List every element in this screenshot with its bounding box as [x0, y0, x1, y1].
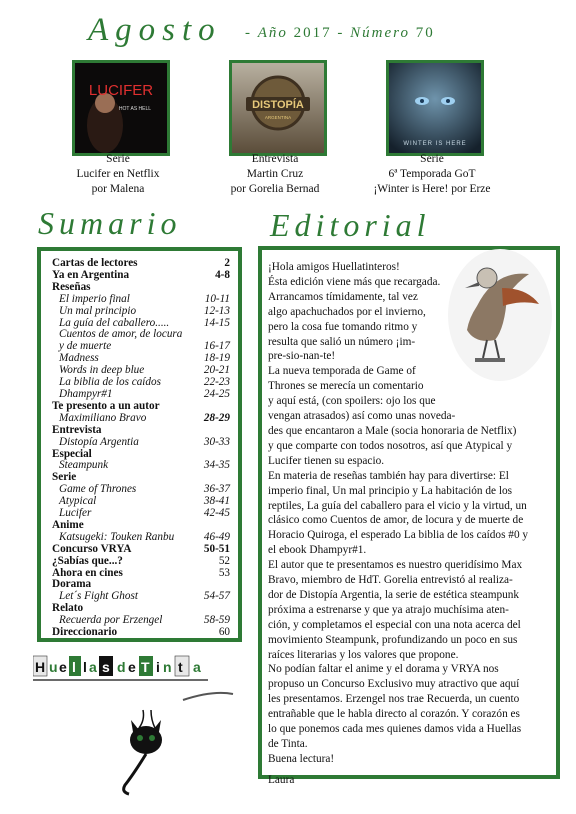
- winter-cover-image[interactable]: [386, 60, 484, 156]
- editorial-line: des que encantaron a Male (socia honoraria de Netflix): [268, 424, 517, 437]
- toc-item-page: 58-59: [203, 614, 230, 627]
- editorial-text: [268, 260, 552, 788]
- toc-item-label: Game of Thrones: [59, 483, 137, 496]
- toc-item-label: Maximiliano Bravo: [59, 411, 147, 424]
- toc-item[interactable]: [52, 544, 230, 556]
- toc-item-page: 24-25: [203, 387, 230, 400]
- toc-item-label: Entrevista: [52, 423, 102, 436]
- toc-item-page: 22-23: [203, 376, 230, 389]
- toc-item[interactable]: [52, 401, 230, 413]
- huellas-de-tinta-logo: [33, 650, 238, 800]
- toc-item[interactable]: [52, 437, 230, 449]
- editorial-line: raíces literarias y los valores que propone.: [268, 648, 459, 661]
- editorial-line: clásico como Cuentos de amor, de locura y de muerte de: [268, 514, 524, 527]
- toc-item-page: 34-35: [203, 459, 230, 472]
- toc-item-label: y de muerte: [59, 340, 112, 353]
- toc-item-label: Ahora en cines: [52, 566, 123, 579]
- lucifer-cover-sub: HOT AS HELL: [118, 106, 152, 112]
- editorial-line: vengan atrasados) así como unas noveda-: [268, 410, 456, 423]
- toc-item-page: 20-21: [203, 364, 230, 377]
- svg-text:t: t: [178, 659, 183, 675]
- editorial-line: Lucifer tienen su espacio.: [268, 454, 385, 467]
- toc-item-label: Let´s Fight Ghost: [59, 590, 138, 603]
- toc-item[interactable]: [52, 556, 230, 568]
- toc-item[interactable]: [52, 425, 230, 437]
- editorial-line: entrañable que le habla directo al corazón. Y corazón es: [268, 708, 520, 721]
- editorial-line: Thrones se merecía un comentario: [268, 380, 424, 393]
- editorial-line: y aquí está, (con spoilers: ojo los que: [268, 395, 436, 408]
- toc-item-label: Anime: [52, 518, 84, 531]
- editorial-line: dor de Distopía Argentia, la serie de estética steampunk: [268, 588, 520, 601]
- svg-text:e: e: [59, 659, 67, 675]
- toc-item[interactable]: [52, 294, 230, 306]
- toc-item-label: Dorama: [52, 578, 92, 591]
- toc-item-label: Un mal principio: [59, 304, 137, 317]
- svg-text:l: l: [83, 659, 87, 675]
- table-of-contents: [37, 247, 242, 642]
- toc-item-label: Distopía Argentia: [59, 435, 139, 448]
- editorial-line: algo apachuchados por el invierno,: [268, 305, 426, 318]
- editorial-line: ¡Hola amigos Huellatinteros!: [268, 261, 400, 273]
- toc-item-page: 53: [218, 566, 230, 579]
- toc-item-page: 12-13: [203, 304, 230, 317]
- toc-item-label: Reseñas: [52, 280, 91, 293]
- toc-item-page: 60: [218, 626, 230, 639]
- toc-item-label: Especial: [52, 447, 92, 460]
- editorial-line: La nueva temporada de Game of: [268, 365, 416, 378]
- svg-text:H: H: [35, 659, 46, 675]
- editorial-line: Ésta edición viene más que recargada.: [268, 275, 441, 288]
- toc-item[interactable]: [52, 627, 230, 639]
- svg-text:T: T: [141, 659, 150, 675]
- editorial-line: reptiles, La guía del caballero para el vicio y la virtud, un: [268, 499, 527, 512]
- toc-item-label: Relato: [52, 602, 84, 615]
- toc-item-label: Katsugeki: Touken Ranbu: [59, 530, 175, 543]
- toc-item-label: Recuerda por Erzengel: [59, 614, 163, 627]
- issue-number: - Año 2017 - Número 70: [245, 25, 435, 41]
- toc-item-label: Te presento a un autor: [52, 399, 160, 412]
- editorial-line: el ebook Dhampyr#1.: [268, 544, 367, 557]
- toc-item-page: 54-57: [203, 590, 230, 603]
- svg-text:a: a: [89, 659, 97, 675]
- editorial-line: resulta que salió un número ¡im-: [268, 335, 416, 348]
- toc-item-label: El imperio final: [59, 292, 130, 305]
- editorial-line: El autor que te presentamos es nuestro queridísimo Max: [268, 559, 523, 572]
- toc-item[interactable]: [52, 282, 230, 294]
- editorial-line: Arrancamos tímidamente, tal vez: [268, 290, 418, 303]
- editorial-title: Editorial: [270, 207, 431, 243]
- distopia-cover-title: DISTOPÍA: [252, 99, 304, 111]
- toc-item-label: Concurso VRYA: [52, 542, 132, 555]
- toc-item-page: 36-37: [203, 483, 230, 496]
- editorial-line: Buena lectura!: [268, 752, 335, 765]
- editorial-line: ción, y completamos el especial con una nota acerca del: [268, 618, 521, 631]
- distopia-cover-sub: ARGENTINA: [264, 115, 292, 120]
- distopia-cover-image[interactable]: [229, 60, 327, 156]
- toc-item-label: La guía del caballero.....: [59, 316, 170, 329]
- editorial-line: pero la cosa fue tomando ritmo y: [268, 320, 418, 333]
- toc-item-page: 30-33: [203, 435, 230, 448]
- toc-item-page: 2: [224, 257, 230, 269]
- svg-text:n: n: [163, 659, 172, 675]
- editorial-line: En materia de reseñas también hay para divertirse: El: [268, 469, 509, 482]
- toc-item[interactable]: [52, 413, 230, 425]
- svg-text:d: d: [117, 659, 126, 675]
- toc-item[interactable]: [52, 460, 230, 472]
- toc-item-label: Words in deep blue: [59, 364, 145, 377]
- toc-item[interactable]: [52, 306, 230, 318]
- editorial-line: Laura: [268, 773, 295, 786]
- cover-caption-lucifer: Serie Lucifer en Netflix por Malena: [76, 153, 160, 195]
- svg-text:e: e: [128, 659, 136, 675]
- toc-item-page: 52: [218, 554, 230, 567]
- toc-item-label: Cuentos de amor, de locura: [59, 328, 183, 341]
- toc-item-label: ¿Sabías que...?: [52, 554, 123, 567]
- toc-item-page: 28-29: [203, 411, 230, 424]
- toc-item-page: 10-11: [204, 292, 230, 305]
- editorial-line: les presentamos. Erzengel nos trae Recuerda, un cuento: [268, 693, 520, 706]
- toc-item-page: 38-41: [203, 495, 230, 508]
- svg-text:l: l: [72, 659, 76, 675]
- toc-item-page: 42-45: [203, 507, 230, 520]
- toc-item-label: Steampunk: [59, 459, 109, 472]
- toc-item-page: 14-15: [203, 316, 230, 329]
- toc-item[interactable]: [52, 532, 230, 544]
- svg-text:a: a: [193, 659, 201, 675]
- editorial-line: de Tinta.: [268, 738, 308, 750]
- winter-cover-title: WINTER IS HERE: [403, 141, 467, 147]
- issue-month: Agosto: [88, 12, 222, 48]
- toc-item-page: 50-51: [203, 542, 230, 555]
- editorial-line: Bravo, miembro de HdT. Gorelia entrevistó al realiza-: [268, 574, 513, 587]
- toc-item-page: 18-19: [203, 352, 230, 365]
- lucifer-cover-image[interactable]: [72, 60, 170, 156]
- toc-item-label: La biblia de los caídos: [59, 376, 161, 389]
- editorial-line: imperio final, Un mal principio y La habitación de los: [268, 484, 513, 497]
- editorial-line: Horacio Quiroga, el esperado La biblia de los caídos #0 y: [268, 529, 529, 542]
- toc-item-label: Atypical: [59, 495, 97, 508]
- toc-item-label: Cartas de lectores: [52, 257, 138, 269]
- toc-item-label: Dhampyr#1: [59, 387, 113, 400]
- editorial-line: lo que ponemos cada mes quienes damos vida a Huellas: [268, 723, 522, 736]
- editorial-line: No podían faltar el anime y el dorama y VRYA nos: [268, 663, 499, 676]
- editorial-line: y que comparte con todos nosotros, así que Atypical y: [268, 439, 513, 452]
- toc-item-label: Serie: [52, 471, 77, 484]
- editorial-line: movimiento Steampunk, profundizando un poco en sus: [268, 633, 518, 646]
- cover-caption-got: Serie 6ª Temporada GoT ¡Winter is Here! por Erze: [373, 153, 491, 195]
- sumario-title: Sumario: [38, 205, 182, 241]
- lucifer-cover-title: LUCIFER: [88, 82, 154, 99]
- editorial-line: propuso un Concurso Exclusivo muy atractivo que aquí: [268, 678, 520, 691]
- svg-text:i: i: [156, 659, 160, 675]
- toc-item-label: Madness: [59, 352, 99, 365]
- toc-item-page: 16-17: [203, 340, 230, 353]
- toc-item-page: 46-49: [203, 530, 230, 543]
- svg-text:u: u: [49, 659, 58, 675]
- editorial-line: pre-sio-nan-te!: [268, 350, 336, 363]
- cover-caption-distopia: Entrevista Martin Cruz por Gorelia Bernad: [230, 153, 320, 195]
- toc-item-page: 4-8: [215, 268, 230, 281]
- toc-item-label: Ya en Argentina: [52, 268, 130, 281]
- toc-item-label: Lucifer: [59, 507, 92, 520]
- toc-item-label: Direccionario: [52, 626, 118, 639]
- editorial-line: próxima a estrenarse y que ya atrajo muchísima aten-: [268, 603, 509, 616]
- svg-text:s: s: [102, 659, 110, 675]
